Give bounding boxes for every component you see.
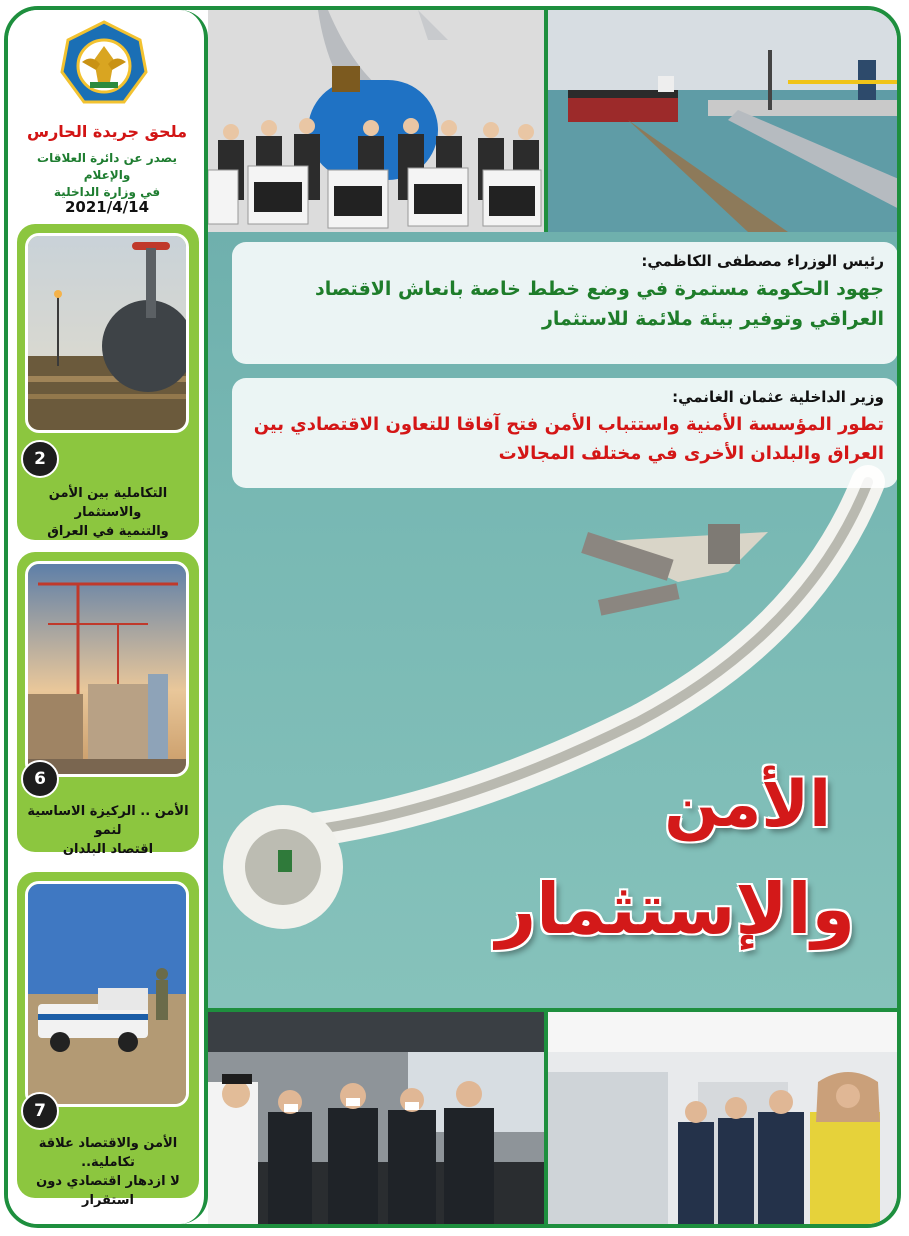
construction-photo	[25, 561, 189, 777]
cover-main-image	[208, 232, 901, 1008]
sidebar-card-page-7[interactable]	[17, 872, 199, 1208]
issue-date: 2021/4/14	[64, 198, 150, 216]
magazine-cover	[4, 6, 901, 1228]
ship-bridge-photo	[208, 1008, 544, 1224]
caption-line-2: والتنمية في العراق	[47, 524, 169, 539]
headline-text: تطور المؤسسة الأمنية واستتباب الأمن فتح آفاقا للتعاون الاقتصادي بين العراق والبلدان الأخرى في مختلف المجالات	[253, 414, 884, 464]
headline-speaker: وزير الداخلية عثمان الغانمي:	[672, 388, 884, 406]
ceremony-photo	[208, 10, 544, 232]
sidebar-card-page-6[interactable]	[17, 552, 199, 857]
ministry-emblem-icon	[60, 20, 148, 108]
caption-line-1: الأمن .. الركيزة الاساسية لنمو	[27, 804, 189, 838]
caption-line-1: الأمن والاقتصاد علاقة تكاملية..	[38, 1136, 178, 1170]
power-station-visit-photo	[544, 1008, 901, 1224]
issuer-text	[18, 150, 196, 201]
cover-title-line-2: والإستثمار	[495, 868, 855, 950]
page-number-badge: 2	[21, 440, 59, 478]
caption-line-2: لا ازدهار اقتصادي دون استقرار	[36, 1174, 180, 1208]
cover-title-line-1: الأمن	[664, 768, 831, 842]
police-vehicle-photo	[25, 881, 189, 1107]
card-caption	[23, 802, 193, 859]
issuer-line-2: في وزارة الداخلية	[53, 185, 161, 199]
caption-line-1: التكاملية بين الأمن والاستثمار	[48, 486, 168, 520]
caption-line-2: اقتصاد البلدان	[62, 842, 154, 857]
headline-interior-minister	[232, 378, 898, 488]
sidebar-card-page-2[interactable]	[17, 224, 199, 540]
page-number-badge: 6	[21, 760, 59, 798]
card-caption	[23, 1134, 193, 1210]
page-number-badge: 7	[21, 1092, 59, 1130]
sidebar	[8, 10, 208, 1224]
oil-terminal-photo	[544, 10, 901, 232]
supplement-title: ملحق جريدة الحارس	[26, 122, 188, 141]
issuer-line-1: يصدر عن دائرة العلاقات والإعلام	[37, 151, 177, 182]
card-caption	[23, 484, 193, 541]
headline-text: جهود الحكومة مستمرة في وضع خطط خاصة بانعاش الاقتصاد العراقي وتوفير بيئة ملائمة للاستثمار	[314, 278, 884, 330]
headline-speaker: رئيس الوزراء مصطفى الكاظمي:	[641, 252, 884, 270]
headline-pm	[232, 242, 898, 364]
oil-field-photo	[25, 233, 189, 433]
